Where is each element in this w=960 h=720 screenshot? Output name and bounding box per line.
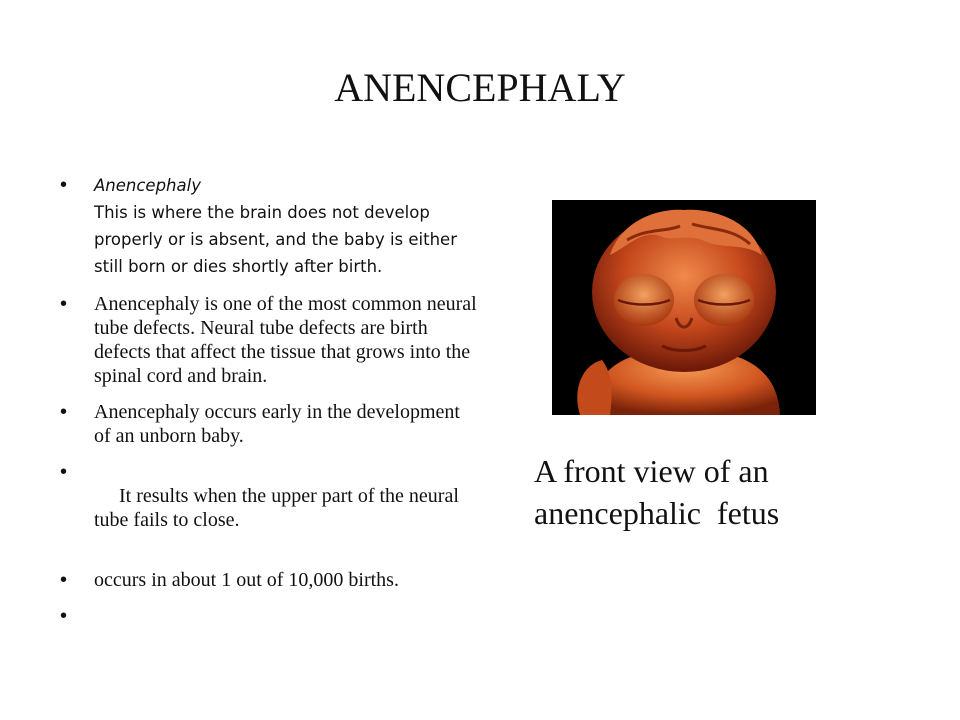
bullet-text: This is where the brain does not develop properly or is absent, and the baby is either still born or dies shortly after birth. <box>94 203 457 276</box>
slide-title: ANENCEPHALY <box>334 65 626 110</box>
bullet-item-empty <box>60 604 480 628</box>
bullet-item <box>60 292 480 388</box>
caption-line-1: A front view of an <box>534 453 769 489</box>
bullet-item <box>60 568 480 592</box>
bullet-item <box>60 460 480 556</box>
bullet-item <box>60 172 480 280</box>
bullet-item <box>60 400 480 448</box>
bullet-list <box>60 172 480 640</box>
caption-line-2: anencephalic fetus <box>534 495 780 531</box>
image-caption <box>534 450 834 534</box>
bullet-heading: • Anencephaly <box>94 176 201 195</box>
fetus-illustration <box>552 200 816 415</box>
bullet-text: occurs in about 1 out of 10,000 births. <box>94 569 399 591</box>
bullet-text: It results when the upper part of the neural tube fails to close. <box>94 485 464 531</box>
bullet-text: Anencephaly occurs early in the development of an unborn baby. <box>94 401 460 447</box>
bullet-text: Anencephaly is one of the most common neural tube defects. Neural tube defects are birth defects that affect the tissue that grows into the spinal cord and brain. <box>94 293 477 387</box>
fetus-photo <box>552 200 816 415</box>
